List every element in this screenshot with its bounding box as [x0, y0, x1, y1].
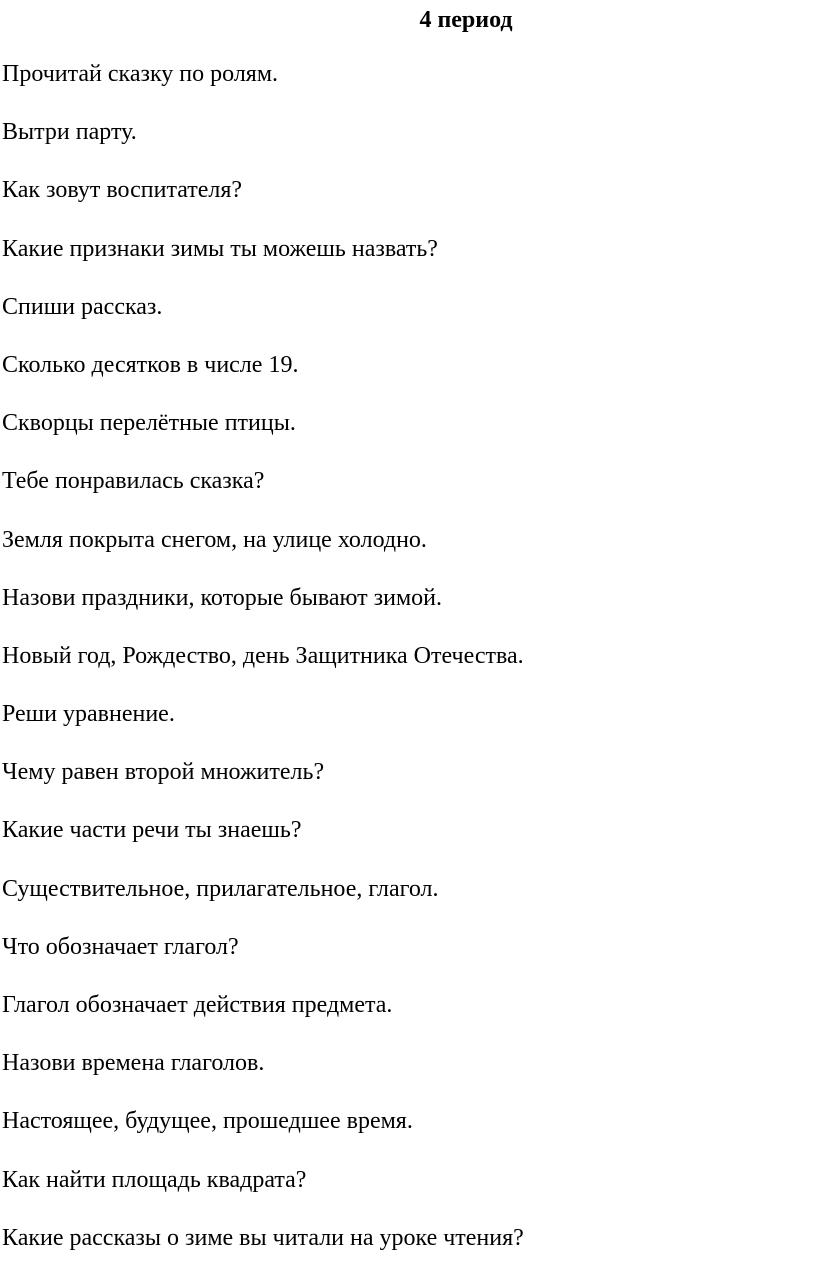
text-line: Сколько десятков в числе 19.	[2, 351, 299, 378]
text-line: Новый год, Рождество, день Защитника Отечества.	[2, 642, 524, 669]
text-line: Что обозначает глагол?	[2, 933, 239, 960]
text-line: Назови времена глаголов.	[2, 1050, 265, 1077]
text-line: Существительное, прилагательное, глагол.	[2, 875, 439, 902]
text-line: Скворцы перелётные птицы.	[2, 410, 296, 437]
text-line: Как зовут воспитателя?	[2, 177, 243, 204]
text-line: Спиши рассказ.	[2, 293, 163, 320]
text-line: Какие части речи ты знаешь?	[2, 817, 302, 844]
text-line: Реши уравнение.	[2, 701, 175, 728]
text-line: Как найти площадь квадрата?	[2, 1166, 307, 1193]
text-line: Назови праздники, которые бывают зимой.	[2, 584, 442, 611]
text-line: Какие рассказы о зиме вы читали на уроке чтения?	[2, 1224, 524, 1251]
text-line: Земля покрыта снегом, на улице холодно.	[2, 526, 427, 553]
text-line: Глагол обозначает действия предмета.	[2, 992, 393, 1018]
question-list	[2, 60, 524, 1282]
text-line: Тебе понравилась сказка?	[2, 468, 265, 495]
text-line: Прочитай сказку по ролям.	[2, 61, 279, 87]
text-line: Вытри парту.	[2, 119, 137, 146]
text-line: Настоящее, будущее, прошедшее время.	[2, 1108, 413, 1135]
text-line: Какие признаки зимы ты можешь назвать?	[2, 235, 438, 262]
page-title: 4 период	[419, 7, 513, 33]
text-line: Чему равен второй множитель?	[2, 759, 325, 786]
